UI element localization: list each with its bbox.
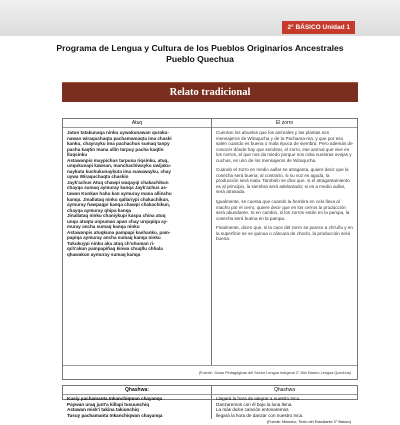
song-line: Astawan misk'i takina takiunchiq: [67, 407, 139, 413]
quechua-line: Astawanpis atuqkuna pampapi kashanku, pam-: [67, 229, 171, 235]
song-line: La más dulce canción entonaremos: [216, 407, 289, 413]
quechua-line: Jatun tatakunaqa ninku uywakunawan quraku-: [67, 130, 169, 135]
story-table: [62, 118, 358, 380]
song-quechua-heading: Qhashwa:: [63, 386, 211, 395]
spanish-paragraph: Igualmente, se cuenta que cuando la hembra en celo lleva al macho por el cerro, quiere decir que en los cerros la producción será abundante. Si en cambio, si los zorros están en la pampa, la cosecha será buena en la pampa.: [216, 199, 350, 221]
song-line: llegará la hora de danzar con nuestro Inca.: [216, 412, 304, 418]
song-line: Danzaremos con él bajo la luna llena.: [216, 401, 293, 407]
song-line: Kusiy pachamanta Inkanchiqman chayanqa: [67, 396, 163, 401]
quechua-line: aymuray ñawpaqpi kanqa chawpi chakachikun,: [67, 202, 171, 208]
quechua-line: kanku, chayrayku ima pachachus sumaq tanpy: [67, 141, 170, 147]
grade-badge: 2° BÁSICO Unidad 1: [282, 21, 355, 34]
section-title-bar: [62, 82, 358, 102]
quechua-line: kanqa. Jinallataq ninku qallariypi chakachikun,: [67, 196, 170, 202]
song-quechua-column: [63, 386, 212, 419]
spanish-text: [212, 128, 357, 248]
quechua-line: qch'akun pampapiñaq kinwa chuqllu chhala: [67, 246, 163, 252]
quechua-line: papiqa aymuray ancha sumaq kanqa ninku: [67, 235, 161, 241]
section-title: Relato tradicional: [169, 87, 251, 98]
quechua-line: Jayk'achus Atuq chawpi waqayqi chakachikun: [67, 179, 169, 185]
quechua-line: lluqsinku: [67, 152, 88, 158]
program-title: Programa de Lengua y Cultura de los Pueblos Originarios Ancestrales: [56, 43, 344, 53]
song-line: Tusuy pachamanta Inkanchiqwan chayanqa: [67, 412, 163, 418]
song-line: Llegará la hora de alegrar a nuestro Inca.: [216, 396, 301, 401]
people-title: Pueblo Quechua: [166, 54, 234, 64]
quechua-line: tawan Kunkan hahu kan aymuray mana allinchu: [67, 191, 172, 197]
quechua-line: unqukunapi kawsan, manchachiwayku uwijaku-: [67, 163, 172, 169]
spanish-heading: El zorro: [212, 119, 357, 128]
spanish-paragraph: Cuentan los abuelos que los animales y las plantas son mensajeros de Wiraqucha y de la Pachama-ma, y que por eso salen cuando es buena o mala época de siembra. Pero además de conocer dónde hay que sembrar, el zorro, ese animal que vive en los cerros, el que nos da miedo porque nos roba nuestras ovejas y cuchus, es uno de los mensajeros de Wiraqucha.: [216, 130, 353, 163]
top-banner: [0, 0, 400, 36]
song-quechua-lines: [63, 395, 211, 419]
spanish-paragraph: Cuando el zorro en medio aullar se atraganta, quiere decir que la cosecha será buena; al contrario, si su voz es aguda, la producción será mala. También se dice que, si el atragantamiento es al principio, la siembra será adelantado; si es a medio aullar, será atrasada.: [216, 167, 350, 195]
quechua-column: [63, 119, 212, 365]
quechua-line: chayqa sumaq aymuray kanqa Jayk'achus as-: [67, 185, 168, 191]
song-spanish-heading: Qhashwa: [212, 386, 357, 395]
quechua-line: qhawakun aymuray sumaq kanqa: [67, 252, 141, 258]
quechua-line: unqu atuqta unpuman apan chay urqupiqa ay-: [67, 218, 168, 224]
quechua-heading: Atuq: [63, 119, 211, 128]
quechua-line: uywa Wiraquchaqta chaskin: [67, 174, 129, 180]
quechua-line: naykuta kuchukunaykuta ima suwawayku, chay: [67, 168, 171, 174]
spanish-column: [212, 119, 357, 365]
page-header: [0, 43, 400, 65]
song-source: (Fuente: Mineduc, Texto del Estudiante 3° Básico): [266, 420, 351, 425]
quechua-line: Astawanpis maypichus tarpuna riqsinku, atuq,: [67, 157, 169, 163]
story-source: (Fuente: Guías Pedagógicas del Sector Lengua Indígena 2° Año Básico Lengua Quechua): [63, 365, 357, 379]
quechua-line: Jinallataq ninku chaniykupi kaspa china atuq: [67, 213, 166, 219]
quechua-line: chayqa aymuray qhipa kanqa: [67, 207, 132, 213]
song-spanish-lines: [212, 395, 357, 419]
song-line: Paywan uraq junt'a killapi tusuunchiq: [67, 401, 150, 407]
song-spanish-column: [212, 386, 357, 425]
song-table: [62, 385, 358, 425]
quechua-line: muray ancha sumaq kanqa ninku: [67, 224, 140, 230]
quechua-line: Tukukuypi ninku aka atuq ch'uhuman ri-: [67, 240, 155, 246]
quechua-line: pacha kaqtin mana allin tarpuy pacha kaqtin: [67, 146, 164, 152]
spanish-paragraph: Finalmente, dicen que, si la cace del zorro se parece a chi'uñu y en la superficie se ve quinua o cáscara de choclo, la producción será buena.: [216, 225, 353, 242]
quechua-line: nawan wiraquchaqta pachamamaqta ima chaski: [67, 135, 172, 141]
quechua-text: [63, 128, 211, 260]
